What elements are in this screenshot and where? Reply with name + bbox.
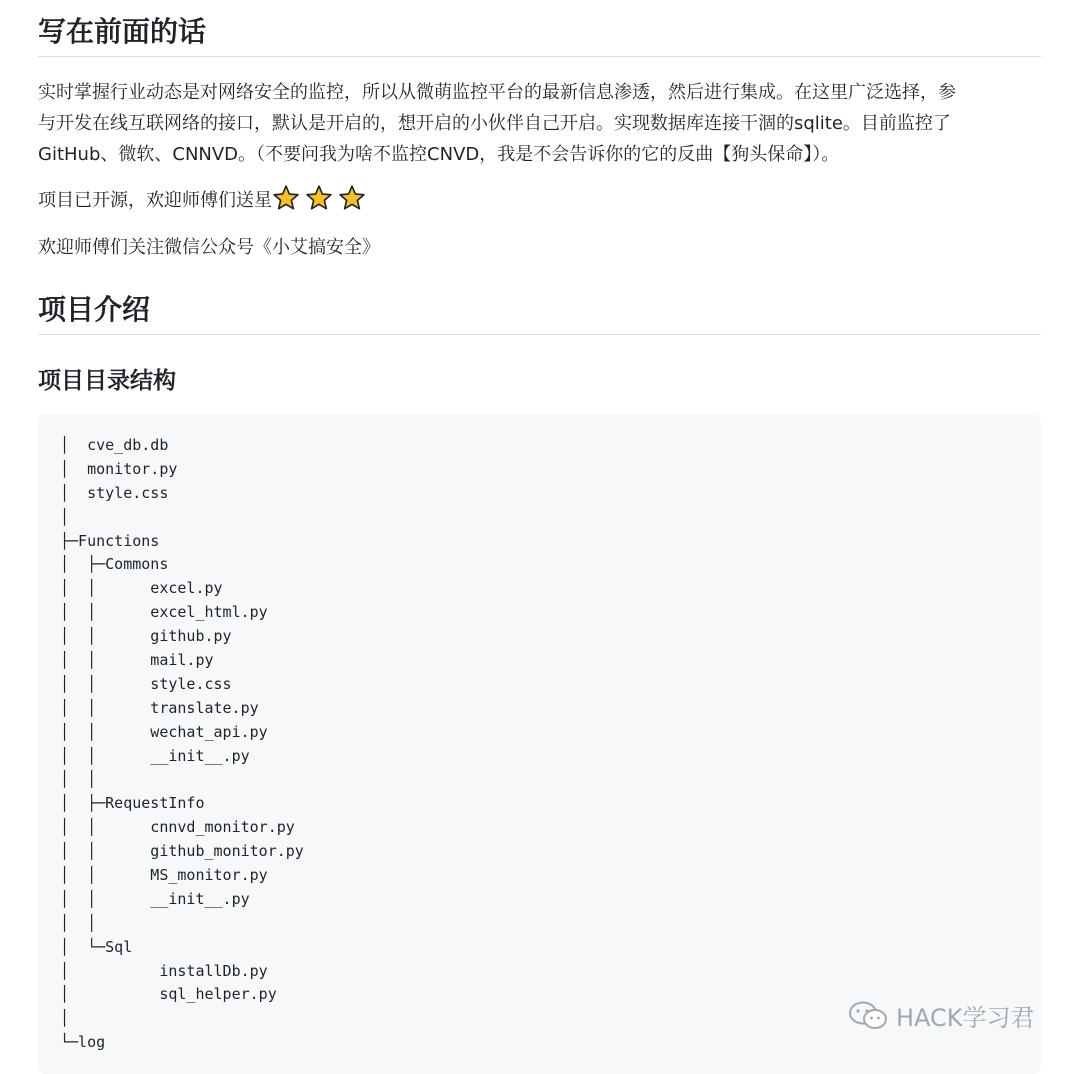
wechat-icon <box>848 1000 890 1032</box>
intro-paragraph-line-2: 与开发在线互联网络的接口，默认是开启的，想开启的小伙伴自己开启。实现数据库连接干涸的sqlite。目前监控了 <box>38 113 951 134</box>
wechat-follow-text: 欢迎师傅们关注微信公众号《小艾搞安全》 <box>38 237 380 258</box>
tree-line: │ │ wechat_api.py <box>60 722 268 741</box>
star-group <box>272 184 371 212</box>
tree-line: │ │ <box>60 913 97 932</box>
tree-line: │ │ excel.py <box>60 579 223 598</box>
tree-line: │ │ style.css <box>60 674 232 693</box>
section-heading-project: 项目介绍 <box>38 293 151 326</box>
subheading-wrapper <box>38 366 1041 396</box>
tree-line: │ ├─Commons <box>60 555 169 574</box>
tree-line: │ │ translate.py <box>60 698 259 717</box>
intro-paragraph-line-1: 实时掌握行业动态是对网络安全的监控，所以从微萌监控平台的最新信息渗透，然后进行集成。在这里广泛选择，参 <box>38 82 956 103</box>
watermark <box>848 998 1035 1033</box>
section-heading-wrapper <box>38 14 1041 57</box>
code-block <box>38 414 1041 1074</box>
tree-line: │ style.css <box>60 483 169 502</box>
open-source-text: 项目已开源，欢迎师傅们送星 <box>38 190 272 211</box>
subheading-directory-structure: 项目目录结构 <box>38 368 176 394</box>
tree-line: │ │ __init__.py <box>60 746 250 765</box>
intro-paragraph-line-3: GitHub、微软、CNNVD。（不要问我为啥不监控CNVD，我是不会告诉你的它的反曲【狗头保命】）。 <box>38 144 840 165</box>
tree-line: │ │ __init__.py <box>60 889 250 908</box>
tree-line: │ <box>60 507 70 526</box>
tree-line: │ │ mail.py <box>60 651 214 670</box>
tree-line: │ │ excel_html.py <box>60 603 268 622</box>
tree-line: │ cve_db.db <box>60 436 169 454</box>
star-icon <box>305 184 333 212</box>
star-icon <box>272 184 300 212</box>
tree-line: │ │ MS_monitor.py <box>60 866 268 885</box>
tree-line: │ │ github.py <box>60 627 232 646</box>
intro-paragraph <box>38 77 1041 170</box>
open-source-paragraph <box>38 184 1041 216</box>
tree-line: │ │ cnnvd_monitor.py <box>60 818 295 837</box>
directory-tree <box>60 434 304 1055</box>
tree-line: │ │ github_monitor.py <box>60 842 304 861</box>
tree-line: │ sql_helper.py <box>60 985 277 1004</box>
tree-line: │ └─Sql <box>60 937 133 956</box>
section-heading-intro: 写在前面的话 <box>38 15 207 48</box>
tree-line: └─log <box>60 1033 106 1052</box>
tree-line: │ │ <box>60 770 97 789</box>
section-heading-wrapper <box>38 292 1041 335</box>
tree-line: │ monitor.py <box>60 459 178 478</box>
watermark-text: HACK学习君 <box>896 1004 1035 1032</box>
star-icon <box>338 184 366 212</box>
tree-line: │ installDb.py <box>60 961 268 980</box>
tree-line: │ ├─RequestInfo <box>60 794 205 813</box>
wechat-follow-paragraph <box>38 232 1041 263</box>
tree-line: ├─Functions <box>60 531 160 550</box>
tree-line: │ <box>60 1009 70 1028</box>
